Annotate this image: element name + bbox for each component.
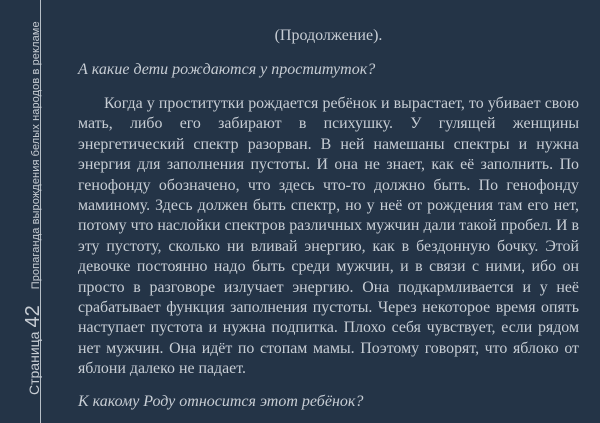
page-label: Страница [26,331,42,395]
closing-question: К какому Роду относится этот ребёнок? [78,392,364,410]
side-caption [22,21,45,395]
page-number: 42 [22,305,44,328]
continuation-heading: (Продолжение). [274,27,383,44]
side-margin [0,0,48,423]
main-content [78,26,579,412]
question-heading: А какие дети рождаются у проституток? [78,61,376,78]
body-paragraph: Когда у проститутки рождается ребёнок и вырастает, то убивает свою мать, либо его забирают в психушку. У гулящей женщины энергетический спектр разорван. В ней намешаны спектры и нужна энергия для заполнения пустоты. И она не знает, как её заполнить. По генофонду обозначено, что здесь что-то должно быть. По генофонду маминому. Здесь должен быть спектр, но у неё от рождения там его нет, потому что наслойки спектров различных мужчин дали такой пробел. И в эту пустоту, сколько ни вливай энергию, как в бездонную бочку. Этой девочке постоянно надо быть среди мужчин, и в связи с ними, ибо он просто в разговоре излучает энергию. Она подкармливается и у неё срабатывает функция заполнения пустоты. Через некоторое время опять наступает пустота и нужна подпитка. Плохо себя чувствует, если рядом нет мужчин. Она идёт по стопам мамы. Поэтому говорят, что яблоко от яблони далеко не падает. [78,95,579,378]
book-title: Пропаганда вырождения белых народов в рекламе [30,21,42,290]
